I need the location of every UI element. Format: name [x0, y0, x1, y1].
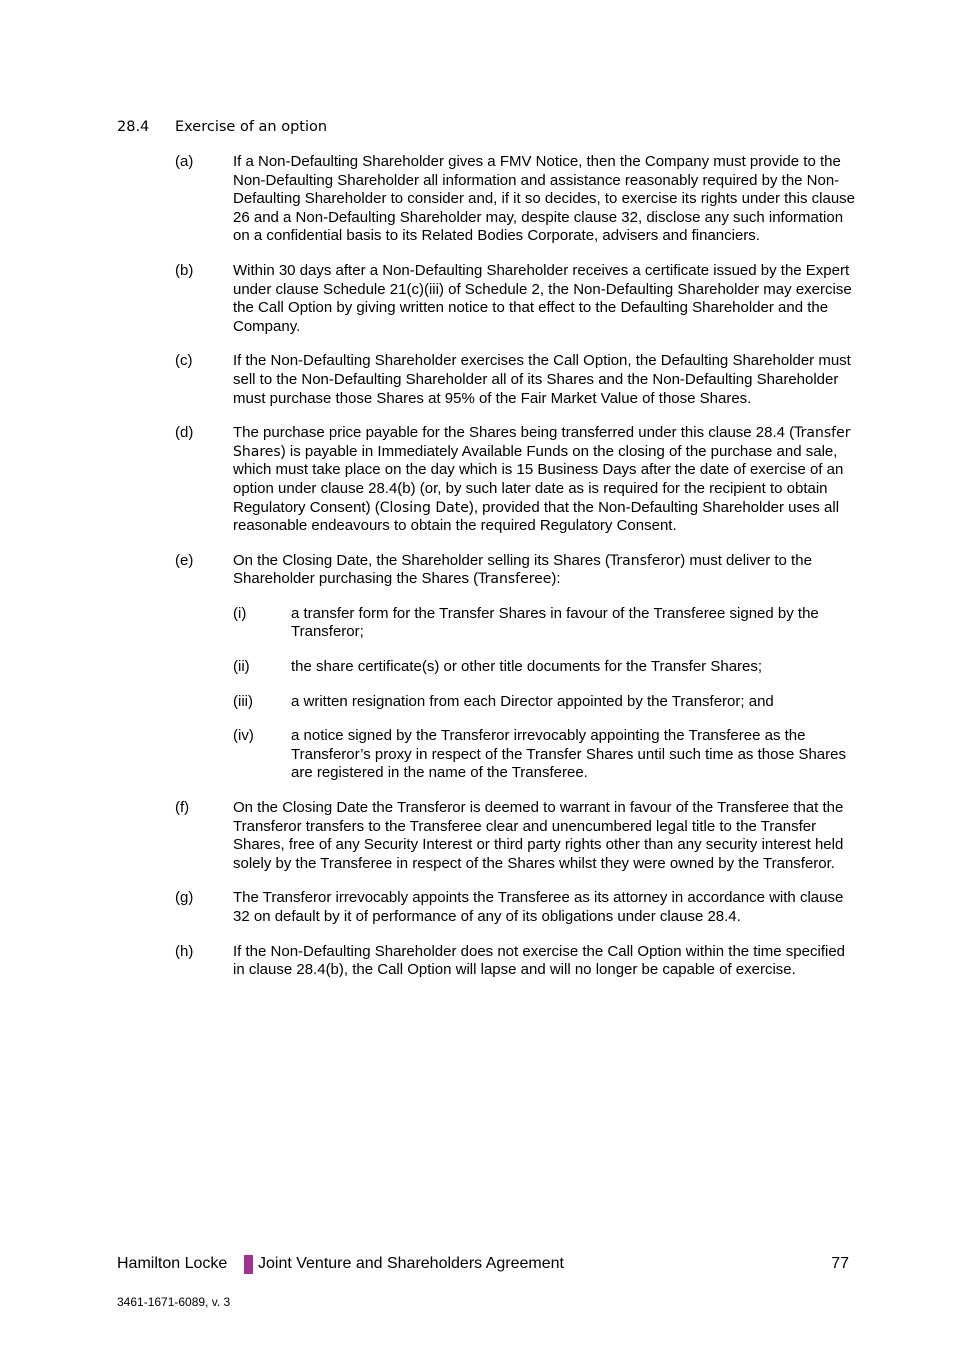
page-footer [117, 1255, 849, 1275]
clause-label: (e) [175, 551, 194, 569]
subclause-iii [233, 693, 855, 712]
defined-term-transfer-shares: Transfer Shares [233, 425, 851, 460]
clause-g [175, 889, 855, 926]
firm-name: Hamilton Locke [117, 1255, 228, 1272]
clause-label: (d) [175, 424, 194, 442]
subclause-label: (iii) [233, 692, 253, 710]
clause-label: (f) [175, 799, 190, 817]
clause-list [175, 153, 855, 996]
clause-label: (c) [175, 352, 193, 370]
subclause-label: (i) [233, 604, 247, 622]
subclause-text: a transfer form for the Transfer Shares in favour of the Transferee signed by the Transferor; [291, 604, 819, 641]
text-segment: ), provided that the Non-Defaulting Shareholder uses all reasonable endeavours to obtain the required Regulatory Consent. [233, 498, 840, 535]
clause-label: (h) [175, 942, 194, 960]
subclause-text: a notice signed by the Transferor irrevocably appointing the Transferee as the Transferor’s proxy in respect of the Transfer Shares until such time as those Shares are registered in the name of the Transferee. [291, 727, 846, 782]
clause-text: The Transferor irrevocably appoints the Transferee as its attorney in accordance with clause 32 on default by it of performance of any of its obligations under clause 28.4. [233, 889, 844, 925]
text-segment: ) is payable in Immediately Available Funds on the closing of the purchase and sale, which must take place on the day which is 15 Business Days after the date of exercise of an option under clause 28.4(b) (or, by such later date as is required for the recipient to obtain Regulatory Consent) ( [233, 442, 844, 516]
clause-text: Within 30 days after a Non-Defaulting Shareholder receives a certificate issued by the Expert under clause Schedule 21(c)(iii) of Schedule 2, the Non-Defaulting Shareholder may exercise the Call Option by giving written notice to that effect to the Defaulting Shareholder and the Company. [233, 261, 852, 335]
subclause-text: a written resignation from each Director appointed by the Transferor; and [291, 692, 774, 710]
section-title: Exercise of an option [175, 119, 328, 135]
defined-term-transferee: Transferee [478, 571, 552, 588]
clause-label: (a) [175, 153, 194, 170]
subclause-iv [233, 727, 855, 783]
document-id: 3461-1671-6089, v. 3 [117, 1295, 231, 1309]
clause-text: If the Non-Defaulting Shareholder does not exercise the Call Option within the time specified in clause 28.4(b), the Call Option will lapse and will no longer be capable of exercise. [233, 942, 846, 979]
clause-f [175, 799, 855, 873]
clause-label: (g) [175, 889, 194, 907]
text-segment: ) must deliver to the Shareholder purchasing the Shares ( [233, 551, 812, 588]
subclause-i [233, 605, 855, 642]
clause-d [175, 424, 855, 536]
clause-h [175, 943, 855, 980]
clause-e [175, 552, 855, 783]
text-segment: ): [551, 570, 561, 588]
clause-a [175, 153, 855, 246]
section-number: 28.4 [117, 119, 150, 135]
text-segment: The purchase price payable for the Shares being transferred under this clause 28.4 ( [233, 424, 795, 442]
clause-b [175, 262, 855, 336]
clause-c [175, 352, 855, 408]
subclause-ii [233, 658, 855, 677]
subclause-text: the share certificate(s) or other title documents for the Transfer Shares; [291, 658, 763, 676]
clause-text: If the Non-Defaulting Shareholder exercises the Call Option, the Defaulting Shareholder must sell to the Non-Defaulting Shareholder all of its Shares and the Non-Defaulting Shareholder must purchase those Shares at 95% of the Fair Market Value of those Shares. [233, 352, 851, 407]
subclause-label: (ii) [233, 658, 250, 676]
footer-accent-bar [244, 1255, 253, 1274]
defined-term-closing-date: Closing Date [379, 499, 469, 516]
document-title: Joint Venture and Shareholders Agreement [258, 1255, 564, 1272]
defined-term-transferor: Transferor [609, 552, 681, 569]
clause-text [233, 552, 855, 589]
text-segment: On the Closing Date, the Shareholder selling its Shares ( [233, 551, 610, 569]
clause-text [233, 424, 855, 536]
clause-label: (b) [175, 261, 194, 279]
subclause-label: (iv) [233, 727, 254, 745]
clause-text: If a Non-Defaulting Shareholder gives a FMV Notice, then the Company must provide to the Non-Defaulting Shareholder all information and assistance reasonably required by the Non-Defaulting Shareholder to consider and, if it so decides, to exercise its rights under this clause 26 and a Non-Defaulting Shareholder may, despite clause 32, disclose any such information on a confidential basis to its Related Bodies Corporate, advisers and financiers. [233, 153, 856, 245]
page-number: 77 [831, 1255, 849, 1272]
clause-text: On the Closing Date the Transferor is deemed to warrant in favour of the Transferee that the Transferor transfers to the Transferee clear and unencumbered legal title to the Transfer Shares, free of any Security Interest or third party rights other than any security interest held solely by the Transferee in respect of the Shares whilst they were owned by the Transferor. [233, 799, 844, 872]
